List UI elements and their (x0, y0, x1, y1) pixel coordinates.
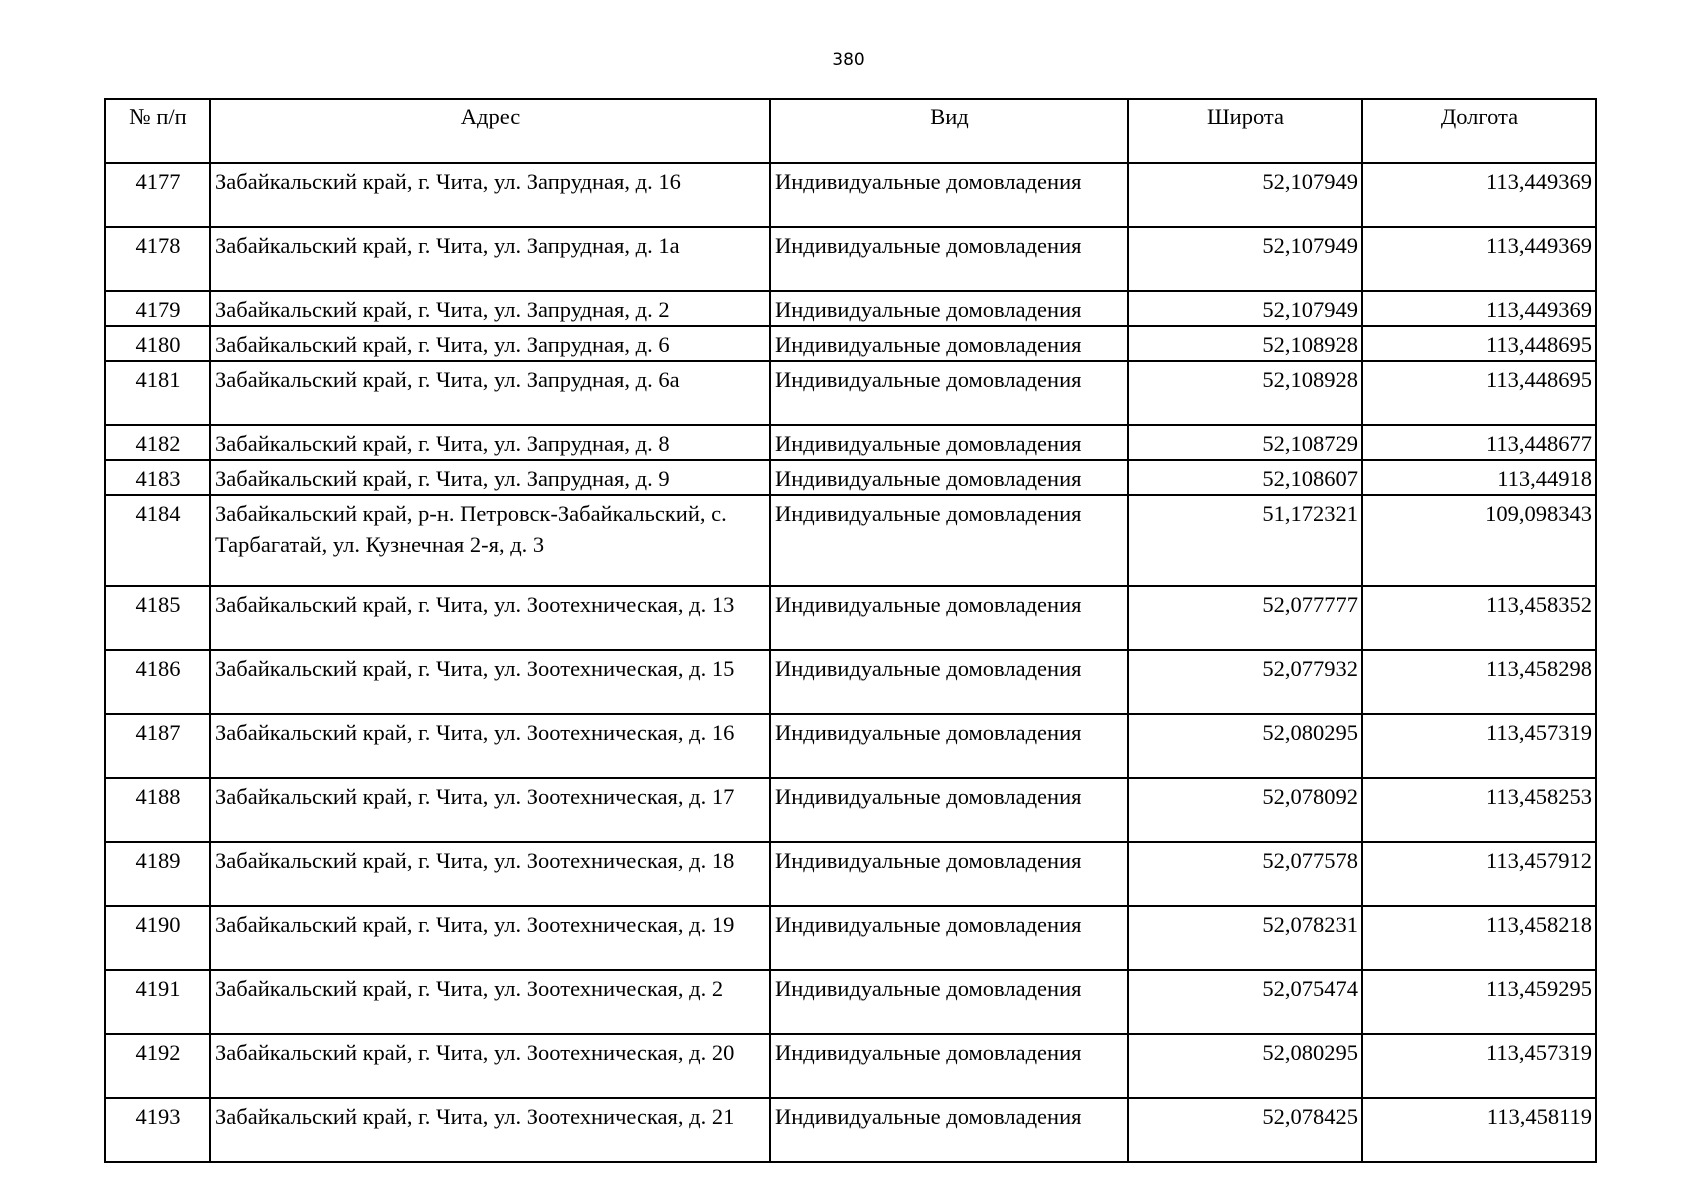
cell-num: 4180 (105, 326, 210, 361)
cell-latitude: 52,108607 (1128, 460, 1362, 495)
cell-kind: Индивидуальные домовладения (770, 460, 1128, 495)
header-longitude: Долгота (1362, 99, 1596, 163)
table-row (105, 906, 1596, 970)
cell-kind: Индивидуальные домовладения (770, 842, 1128, 906)
cell-num: 4193 (105, 1098, 210, 1162)
cell-kind: Индивидуальные домовладения (770, 163, 1128, 227)
cell-longitude: 113,449369 (1362, 163, 1596, 227)
cell-address: Забайкальский край, г. Чита, ул. Зоотехническая, д. 16 (210, 714, 770, 778)
table-row (105, 163, 1596, 227)
cell-num: 4190 (105, 906, 210, 970)
cell-address: Забайкальский край, г. Чита, ул. Запрудная, д. 6а (210, 361, 770, 425)
cell-kind: Индивидуальные домовладения (770, 361, 1128, 425)
table-row (105, 460, 1596, 495)
cell-latitude: 52,108928 (1128, 326, 1362, 361)
cell-num: 4191 (105, 970, 210, 1034)
header-kind: Вид (770, 99, 1128, 163)
cell-longitude: 113,44918 (1362, 460, 1596, 495)
cell-num: 4183 (105, 460, 210, 495)
cell-longitude: 113,459295 (1362, 970, 1596, 1034)
cell-num: 4184 (105, 495, 210, 586)
table-row (105, 361, 1596, 425)
cell-latitude: 52,077932 (1128, 650, 1362, 714)
cell-kind: Индивидуальные домовладения (770, 495, 1128, 586)
cell-longitude: 113,448695 (1362, 326, 1596, 361)
table-row (105, 1034, 1596, 1098)
cell-latitude: 52,077578 (1128, 842, 1362, 906)
table-row (105, 714, 1596, 778)
cell-kind: Индивидуальные домовладения (770, 326, 1128, 361)
cell-address: Забайкальский край, г. Чита, ул. Зоотехническая, д. 15 (210, 650, 770, 714)
cell-kind: Индивидуальные домовладения (770, 1098, 1128, 1162)
cell-latitude: 52,078092 (1128, 778, 1362, 842)
table-row (105, 842, 1596, 906)
cell-latitude: 52,078425 (1128, 1098, 1362, 1162)
cell-kind: Индивидуальные домовладения (770, 227, 1128, 291)
cell-address: Забайкальский край, г. Чита, ул. Запрудная, д. 1а (210, 227, 770, 291)
cell-longitude: 113,448695 (1362, 361, 1596, 425)
table-row (105, 495, 1596, 586)
cell-longitude: 113,457319 (1362, 714, 1596, 778)
cell-num: 4179 (105, 291, 210, 326)
cell-latitude: 52,107949 (1128, 227, 1362, 291)
cell-address: Забайкальский край, г. Чита, ул. Запрудная, д. 9 (210, 460, 770, 495)
cell-kind: Индивидуальные домовладения (770, 906, 1128, 970)
table-row (105, 291, 1596, 326)
cell-longitude: 113,457319 (1362, 1034, 1596, 1098)
cell-kind: Индивидуальные домовладения (770, 778, 1128, 842)
cell-num: 4177 (105, 163, 210, 227)
cell-num: 4188 (105, 778, 210, 842)
table-row (105, 778, 1596, 842)
header-address: Адрес (210, 99, 770, 163)
table-header-row (105, 99, 1596, 163)
cell-num: 4181 (105, 361, 210, 425)
cell-latitude: 51,172321 (1128, 495, 1362, 586)
table-row (105, 970, 1596, 1034)
cell-kind: Индивидуальные домовладения (770, 714, 1128, 778)
cell-num: 4185 (105, 586, 210, 650)
cell-longitude: 113,458119 (1362, 1098, 1596, 1162)
table-row (105, 586, 1596, 650)
page-number: 380 (832, 50, 865, 70)
cell-address: Забайкальский край, г. Чита, ул. Зоотехническая, д. 21 (210, 1098, 770, 1162)
cell-latitude: 52,107949 (1128, 291, 1362, 326)
cell-latitude: 52,078231 (1128, 906, 1362, 970)
table-row (105, 326, 1596, 361)
cell-kind: Индивидуальные домовладения (770, 291, 1128, 326)
cell-address: Забайкальский край, г. Чита, ул. Зоотехническая, д. 2 (210, 970, 770, 1034)
cell-longitude: 113,458352 (1362, 586, 1596, 650)
cell-num: 4187 (105, 714, 210, 778)
cell-longitude: 113,458298 (1362, 650, 1596, 714)
cell-kind: Индивидуальные домовладения (770, 425, 1128, 460)
cell-latitude: 52,108729 (1128, 425, 1362, 460)
header-latitude: Широта (1128, 99, 1362, 163)
header-num: № п/п (105, 99, 210, 163)
cell-longitude: 109,098343 (1362, 495, 1596, 586)
cell-address: Забайкальский край, г. Чита, ул. Запрудная, д. 6 (210, 326, 770, 361)
cell-num: 4182 (105, 425, 210, 460)
cell-latitude: 52,080295 (1128, 714, 1362, 778)
cell-kind: Индивидуальные домовладения (770, 970, 1128, 1034)
cell-num: 4178 (105, 227, 210, 291)
cell-latitude: 52,080295 (1128, 1034, 1362, 1098)
cell-address: Забайкальский край, г. Чита, ул. Запрудная, д. 16 (210, 163, 770, 227)
cell-longitude: 113,448677 (1362, 425, 1596, 460)
cell-address: Забайкальский край, г. Чита, ул. Зоотехническая, д. 19 (210, 906, 770, 970)
table-row (105, 1098, 1596, 1162)
cell-longitude: 113,449369 (1362, 291, 1596, 326)
address-table (104, 98, 1597, 1163)
cell-latitude: 52,077777 (1128, 586, 1362, 650)
cell-num: 4189 (105, 842, 210, 906)
cell-longitude: 113,449369 (1362, 227, 1596, 291)
table-row (105, 650, 1596, 714)
table-row (105, 425, 1596, 460)
cell-kind: Индивидуальные домовладения (770, 650, 1128, 714)
cell-address: Забайкальский край, г. Чита, ул. Зоотехническая, д. 18 (210, 842, 770, 906)
cell-longitude: 113,457912 (1362, 842, 1596, 906)
cell-address: Забайкальский край, г. Чита, ул. Запрудная, д. 8 (210, 425, 770, 460)
cell-num: 4186 (105, 650, 210, 714)
cell-kind: Индивидуальные домовладения (770, 1034, 1128, 1098)
cell-kind: Индивидуальные домовладения (770, 586, 1128, 650)
cell-longitude: 113,458253 (1362, 778, 1596, 842)
cell-latitude: 52,107949 (1128, 163, 1362, 227)
cell-address: Забайкальский край, г. Чита, ул. Зоотехническая, д. 13 (210, 586, 770, 650)
cell-address: Забайкальский край, р-н. Петровск-Забайкальский, с. Тарбагатай, ул. Кузнечная 2-я, д. 3 (210, 495, 770, 586)
table-row (105, 227, 1596, 291)
cell-address: Забайкальский край, г. Чита, ул. Запрудная, д. 2 (210, 291, 770, 326)
cell-num: 4192 (105, 1034, 210, 1098)
cell-address: Забайкальский край, г. Чита, ул. Зоотехническая, д. 17 (210, 778, 770, 842)
cell-address: Забайкальский край, г. Чита, ул. Зоотехническая, д. 20 (210, 1034, 770, 1098)
cell-longitude: 113,458218 (1362, 906, 1596, 970)
cell-latitude: 52,108928 (1128, 361, 1362, 425)
cell-latitude: 52,075474 (1128, 970, 1362, 1034)
